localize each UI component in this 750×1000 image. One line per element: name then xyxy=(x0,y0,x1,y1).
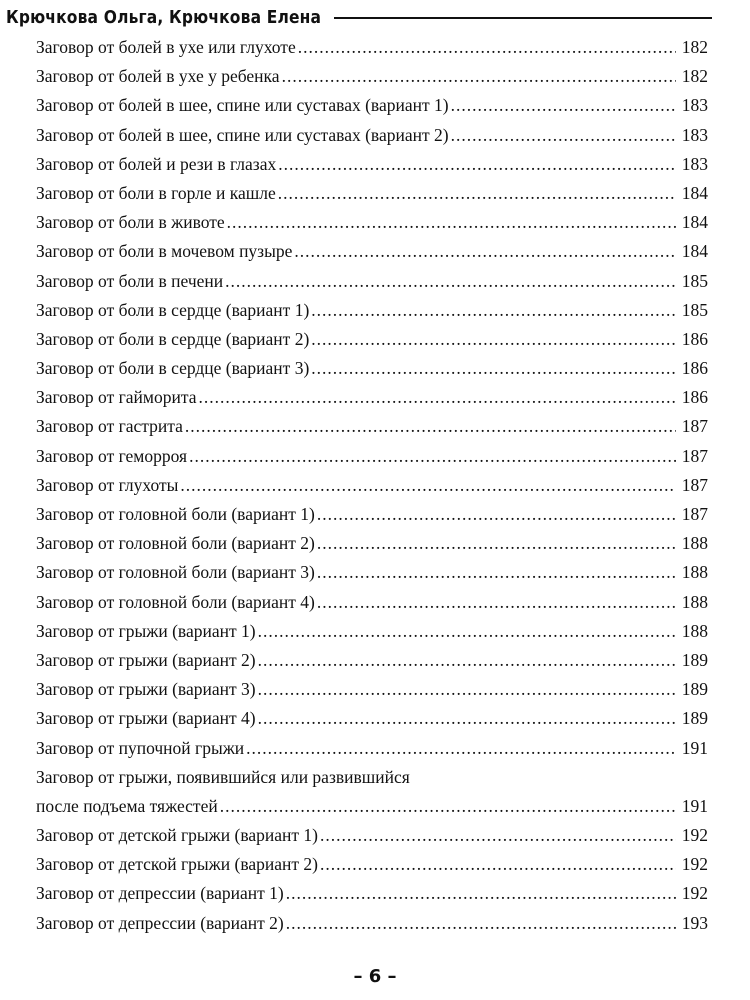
toc-entry-page: 189 xyxy=(681,649,708,670)
toc-entry xyxy=(36,646,708,675)
toc-entry xyxy=(36,150,708,179)
toc-entry-title: Заговор от грыжи (вариант 3) xyxy=(36,679,256,700)
toc-entry-page: 183 xyxy=(681,124,708,145)
toc-entry-page: 188 xyxy=(681,562,708,583)
toc-entry-title: Заговор от детской грыжи (вариант 1) xyxy=(36,825,318,846)
toc-entry xyxy=(36,792,708,821)
toc-entry xyxy=(36,821,708,850)
toc-entry-page: 187 xyxy=(681,504,708,524)
dot-leader xyxy=(246,734,676,763)
toc-entry-page: 185 xyxy=(681,299,708,320)
toc-entry-page: 188 xyxy=(681,533,708,554)
toc-entry-title: Заговор от боли в сердце (вариант 3) xyxy=(36,358,310,379)
dot-leader xyxy=(451,121,676,150)
toc-entry xyxy=(36,442,708,471)
toc-entry xyxy=(36,237,708,266)
toc-entry-title: после подъема тяжестей xyxy=(36,795,218,816)
toc-entry xyxy=(36,850,708,879)
toc-entry-page: 192 xyxy=(681,854,708,875)
page-header xyxy=(6,4,712,30)
dot-leader xyxy=(258,646,676,675)
toc-entry-title: Заговор от боли в сердце (вариант 1) xyxy=(36,299,310,320)
toc-entry-page: 186 xyxy=(681,387,708,408)
toc-entry-title: Заговор от болей и рези в глазах xyxy=(36,153,277,174)
toc-entry-title: Заговор от боли в печени xyxy=(36,270,224,291)
toc-entry-title: Заговор от болей в шее, спине или суставах (вариант 1) xyxy=(36,95,449,116)
toc-entry xyxy=(36,558,708,587)
toc-entry-page: 192 xyxy=(681,825,708,846)
toc-entry-page: 193 xyxy=(681,912,708,933)
toc-entry-title: Заговор от головной боли (вариант 2) xyxy=(36,533,315,554)
toc-entry-page: 186 xyxy=(681,328,708,349)
dot-leader xyxy=(220,792,676,821)
author-header: Крючкова Ольга, Крючкова Елена xyxy=(6,6,322,28)
toc-entry xyxy=(36,354,708,383)
toc-entry xyxy=(36,500,708,529)
toc-entry-page: 191 xyxy=(681,795,708,816)
toc-entry xyxy=(36,617,708,646)
toc-entry-title: Заговор от болей в ухе у ребенка xyxy=(36,66,280,87)
toc-entry-title: Заговор от болей в ухе или глухоте xyxy=(36,37,296,57)
toc-entry xyxy=(36,296,708,325)
toc-entry xyxy=(36,529,708,558)
toc-entry-title: Заговор от гайморита xyxy=(36,387,197,408)
dot-leader xyxy=(227,208,676,237)
toc-entry-title: Заговор от глухоты xyxy=(36,474,179,495)
dot-leader xyxy=(180,471,676,500)
dot-leader xyxy=(189,442,676,471)
toc-entry xyxy=(36,734,708,763)
toc-entry-title: Заговор от детской грыжи (вариант 2) xyxy=(36,854,318,875)
dot-leader xyxy=(320,821,676,850)
toc-entry-title: Заговор от боли в мочевом пузыре xyxy=(36,241,293,262)
toc-entry-page: 184 xyxy=(681,182,708,203)
toc-entry-title: Заговор от депрессии (вариант 1) xyxy=(36,883,284,904)
toc-entry-page: 188 xyxy=(681,620,708,641)
toc-entry-title: Заговор от гастрита xyxy=(36,416,183,437)
dot-leader xyxy=(225,267,676,296)
dot-leader xyxy=(294,237,676,266)
toc-entry xyxy=(36,412,708,441)
toc-entry-title: Заговор от боли в сердце (вариант 2) xyxy=(36,328,310,349)
table-of-contents xyxy=(36,33,708,938)
toc-entry xyxy=(36,675,708,704)
toc-entry xyxy=(36,879,708,908)
dot-leader xyxy=(286,879,676,908)
toc-entry-title: Заговор от геморроя xyxy=(36,445,188,466)
toc-entry-page: 184 xyxy=(681,241,708,262)
dot-leader xyxy=(317,529,676,558)
toc-entry xyxy=(36,909,708,938)
dot-leader xyxy=(258,617,676,646)
dot-leader xyxy=(320,850,676,879)
dot-leader xyxy=(278,150,676,179)
dot-leader xyxy=(198,383,676,412)
dot-leader xyxy=(185,412,676,441)
toc-entry-page: 182 xyxy=(681,37,708,57)
dot-leader xyxy=(317,558,676,587)
toc-entry-title: Заговор от грыжи, появившийся или развившийся xyxy=(36,766,410,787)
page-number: – 6 – xyxy=(353,966,397,987)
toc-entry xyxy=(36,33,708,62)
dot-leader xyxy=(311,354,676,383)
toc-entry xyxy=(36,325,708,354)
toc-entry-title: Заговор от пупочной грыжи xyxy=(36,737,245,758)
toc-entry-page: 183 xyxy=(681,153,708,174)
toc-entry-page: 186 xyxy=(681,358,708,379)
dot-leader xyxy=(317,588,676,617)
toc-entry xyxy=(36,383,708,412)
dot-leader xyxy=(258,675,676,704)
toc-entry xyxy=(36,91,708,120)
header-rule xyxy=(334,17,712,19)
dot-leader xyxy=(258,704,676,733)
toc-entry-page: 184 xyxy=(681,212,708,233)
toc-entry-page: 188 xyxy=(681,591,708,612)
toc-entry-title: Заговор от головной боли (вариант 4) xyxy=(36,591,315,612)
toc-entry xyxy=(36,62,708,91)
toc-entry xyxy=(36,179,708,208)
toc-entry-page: 187 xyxy=(681,445,708,466)
toc-entry xyxy=(36,121,708,150)
dot-leader xyxy=(278,179,676,208)
toc-entry xyxy=(36,704,708,733)
toc-entry-title: Заговор от депрессии (вариант 2) xyxy=(36,912,284,933)
toc-entry-title: Заговор от боли в горле и кашле xyxy=(36,182,276,203)
toc-entry-page: 183 xyxy=(681,95,708,116)
dot-leader xyxy=(451,91,676,120)
toc-entry-title: Заговор от грыжи (вариант 2) xyxy=(36,649,256,670)
toc-entry-page: 191 xyxy=(681,737,708,758)
dot-leader xyxy=(311,296,676,325)
dot-leader xyxy=(298,33,676,62)
toc-entry-page: 189 xyxy=(681,708,708,729)
toc-entry xyxy=(36,471,708,500)
toc-entry xyxy=(36,267,708,296)
toc-entry-title: Заговор от головной боли (вариант 1) xyxy=(36,504,315,524)
toc-entry-title: Заговор от грыжи (вариант 1) xyxy=(36,620,256,641)
toc-entry xyxy=(36,588,708,617)
toc-entry-page: 189 xyxy=(681,679,708,700)
toc-entry xyxy=(36,208,708,237)
toc-entry-page: 187 xyxy=(681,474,708,495)
dot-leader xyxy=(317,500,676,529)
dot-leader xyxy=(282,62,676,91)
toc-entry-title: Заговор от головной боли (вариант 3) xyxy=(36,562,315,583)
toc-entry-title: Заговор от боли в животе xyxy=(36,212,225,233)
dot-leader xyxy=(286,909,676,938)
dot-leader xyxy=(311,325,676,354)
toc-entry-title: Заговор от болей в шее, спине или суставах (вариант 2) xyxy=(36,124,449,145)
toc-entry-page: 182 xyxy=(681,66,708,87)
toc-entry-page: 187 xyxy=(681,416,708,437)
toc-entry-title: Заговор от грыжи (вариант 4) xyxy=(36,708,256,729)
toc-entry-page: 192 xyxy=(681,883,708,904)
toc-entry xyxy=(36,763,708,792)
toc-entry-page: 185 xyxy=(681,270,708,291)
